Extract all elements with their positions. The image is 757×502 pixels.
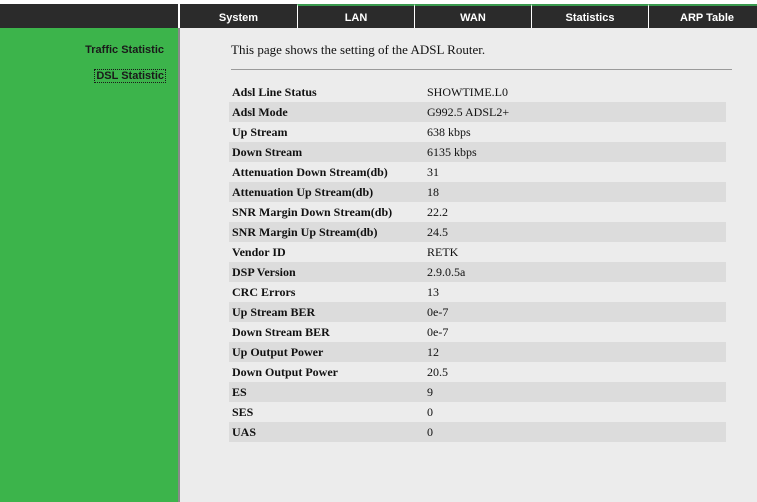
tab-arp-table[interactable]: ARP Table xyxy=(648,4,757,28)
row-value: 12 xyxy=(427,344,439,359)
dsl-statistics-table xyxy=(229,82,726,442)
row-label: Up Stream xyxy=(232,124,288,139)
row-value: SHOWTIME.L0 xyxy=(427,84,508,99)
tab-statistics[interactable]: Statistics xyxy=(531,4,648,28)
row-value: 0 xyxy=(427,404,433,419)
row-value: 0 xyxy=(427,424,433,439)
row-label: SNR Margin Down Stream(db) xyxy=(232,204,393,219)
row-label: Up Stream BER xyxy=(232,304,316,319)
row-label: Down Output Power xyxy=(232,364,339,379)
row-label: UAS xyxy=(232,424,257,439)
row-label: CRC Errors xyxy=(232,284,296,299)
row-value: 6135 kbps xyxy=(427,144,477,159)
row-label: Up Output Power xyxy=(232,344,324,359)
table-row xyxy=(229,382,726,402)
row-value: 18 xyxy=(427,184,439,199)
tab-wan[interactable]: WAN xyxy=(414,4,531,28)
row-value: 638 kbps xyxy=(427,124,471,139)
row-label: Adsl Line Status xyxy=(232,84,317,99)
tab-lan[interactable]: LAN xyxy=(297,4,414,28)
sidebar-item-dsl-statistic[interactable]: DSL Statistic xyxy=(96,70,164,82)
main-tabs xyxy=(180,4,757,28)
row-label: DSP Version xyxy=(232,264,296,279)
table-row xyxy=(229,262,726,282)
row-label: SES xyxy=(232,404,254,419)
table-row xyxy=(229,102,726,122)
table-row xyxy=(229,242,726,262)
row-label: ES xyxy=(232,384,247,399)
row-value: G992.5 ADSL2+ xyxy=(427,104,510,119)
row-label: Vendor ID xyxy=(232,244,286,259)
row-label: Attenuation Down Stream(db) xyxy=(232,164,388,179)
table-row xyxy=(229,162,726,182)
table-row xyxy=(229,222,726,242)
table-row xyxy=(229,422,726,442)
row-value: 13 xyxy=(427,284,439,299)
tab-system[interactable]: System xyxy=(180,4,297,28)
row-value: RETK xyxy=(427,244,459,259)
row-label: Down Stream BER xyxy=(232,324,330,339)
table-row xyxy=(229,142,726,162)
table-row xyxy=(229,282,726,302)
page-description: This page shows the setting of the ADSL Router. xyxy=(231,42,486,57)
main-content xyxy=(180,28,757,502)
row-label: Attenuation Up Stream(db) xyxy=(232,184,374,199)
row-value: 22.2 xyxy=(427,204,448,219)
table-row xyxy=(229,182,726,202)
table-row xyxy=(229,82,726,102)
top-nav-left-block xyxy=(0,4,178,28)
table-row xyxy=(229,202,726,222)
row-value: 2.9.0.5a xyxy=(427,264,466,279)
table-row xyxy=(229,342,726,362)
top-nav-bar xyxy=(0,0,757,28)
table-row xyxy=(229,322,726,342)
row-label: Adsl Mode xyxy=(232,104,288,119)
row-value: 9 xyxy=(427,384,433,399)
sidebar-item-traffic-statistic[interactable]: Traffic Statistic xyxy=(85,44,164,56)
row-value: 31 xyxy=(427,164,439,179)
row-value: 24.5 xyxy=(427,224,448,239)
row-label: SNR Margin Up Stream(db) xyxy=(232,224,378,239)
row-value: 0e-7 xyxy=(427,304,449,319)
table-row xyxy=(229,362,726,382)
table-row xyxy=(229,402,726,422)
row-label: Down Stream xyxy=(232,144,303,159)
sidebar xyxy=(0,28,178,502)
row-value: 20.5 xyxy=(427,364,448,379)
row-value: 0e-7 xyxy=(427,324,449,339)
table-row xyxy=(229,122,726,142)
table-row xyxy=(229,302,726,322)
divider xyxy=(231,69,732,70)
